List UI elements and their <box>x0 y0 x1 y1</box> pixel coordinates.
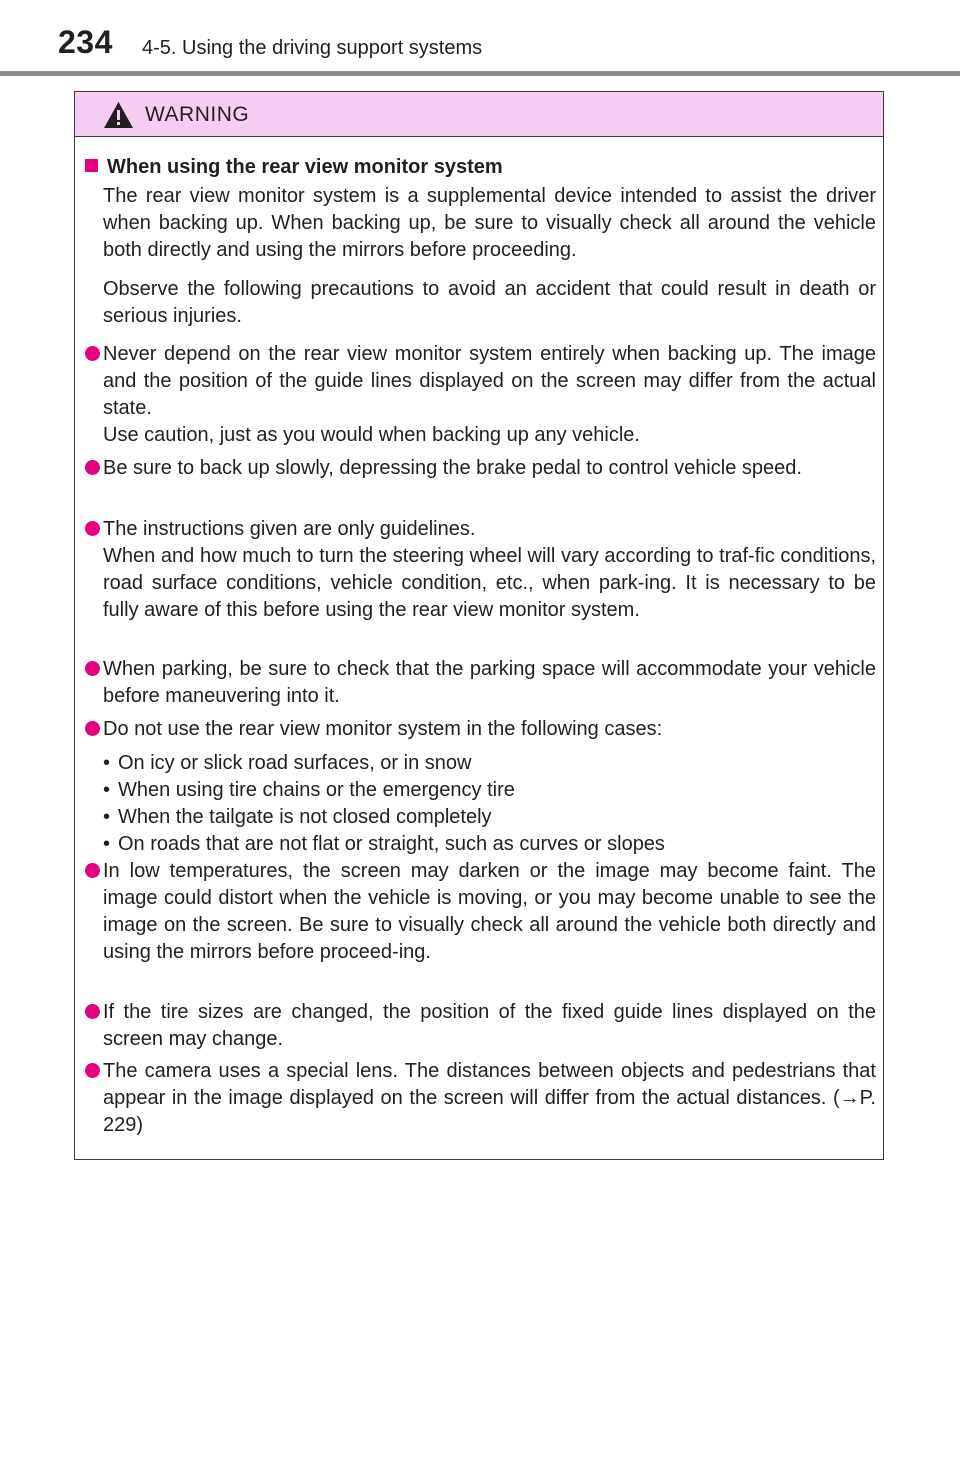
circle-bullet-icon <box>85 1004 100 1019</box>
page-header <box>0 0 960 78</box>
bullet-extra-text: When and how much to turn the steering wheel will vary according to traf-fic conditions, road surface conditions, vehicle condition, etc., when park-ing. It is necessary to be fully aware of this before using the rear view monitor system. <box>103 545 876 621</box>
warning-label: WARNING <box>145 103 250 126</box>
bullet-text: Never depend on the rear view monitor system entirely when backing up. The image and the position of the guide lines displayed on the screen may differ from the actual state. <box>103 343 876 419</box>
warning-heading <box>85 154 875 181</box>
list-item <box>85 716 876 743</box>
list-item <box>85 656 876 710</box>
section-title: 4-5. Using the driving support systems <box>142 37 483 59</box>
warning-box <box>74 91 884 1160</box>
sub-list-item: • On roads that are not flat or straight, such as curves or slopes <box>103 833 665 855</box>
circle-bullet-icon <box>85 1063 100 1078</box>
sub-list-item: • On icy or slick road surfaces, or in snow <box>103 752 472 774</box>
bullet-text: If the tire sizes are changed, the position of the fixed guide lines displayed on the screen may change. <box>103 1001 876 1050</box>
list-item <box>85 341 876 449</box>
circle-bullet-icon <box>85 521 100 536</box>
intro-paragraph: The rear view monitor system is a supplemental device intended to assist the driver when backing up. When backing up, be sure to visually check all around the vehicle both directly and using the mirrors before proceeding. <box>103 185 876 261</box>
list-item <box>85 1058 876 1139</box>
list-item <box>85 516 876 624</box>
intro-paragraph: Observe the following precautions to avoid an accident that could result in death or serious injuries. <box>103 278 876 327</box>
sub-list-item: • When using tire chains or the emergency tire <box>103 779 515 801</box>
list-item <box>85 858 876 966</box>
square-bullet-icon <box>85 159 98 172</box>
list-item <box>85 999 876 1053</box>
circle-bullet-icon <box>85 460 100 475</box>
circle-bullet-icon <box>85 863 100 878</box>
warning-heading-text: When using the rear view monitor system <box>107 156 503 178</box>
bullet-text: Be sure to back up slowly, depressing the brake pedal to control vehicle speed. <box>103 457 802 479</box>
bullet-text: In low temperatures, the screen may darken or the image may become faint. The image could distort when the vehicle is moving, or you may become unable to see the image on the screen. Be sure to visually check all around the vehicle both directly and using the mirrors before proceed-ing. <box>103 860 876 963</box>
circle-bullet-icon <box>85 661 100 676</box>
circle-bullet-icon <box>85 346 100 361</box>
sub-list-item: • When the tailgate is not closed completely <box>103 806 492 828</box>
page-number: 234 <box>58 24 113 60</box>
sub-list <box>103 750 876 858</box>
header-divider <box>0 71 960 76</box>
bullet-text: The instructions given are only guidelines. <box>103 518 476 540</box>
bullet-text: The camera uses a special lens. The distances between objects and pedestrians that appear in the image displayed on the screen will differ from the actual distances. (→P. 229) <box>103 1060 876 1136</box>
bullet-text: Do not use the rear view monitor system in the following cases: <box>103 718 663 740</box>
bullet-extra-text: Use caution, just as you would when backing up any vehicle. <box>103 424 640 446</box>
circle-bullet-icon <box>85 721 100 736</box>
warning-header <box>75 92 883 137</box>
list-item <box>85 455 876 482</box>
bullet-text: When parking, be sure to check that the parking space will accommodate your vehicle before maneuvering into it. <box>103 658 876 707</box>
warning-triangle-icon <box>103 101 134 129</box>
